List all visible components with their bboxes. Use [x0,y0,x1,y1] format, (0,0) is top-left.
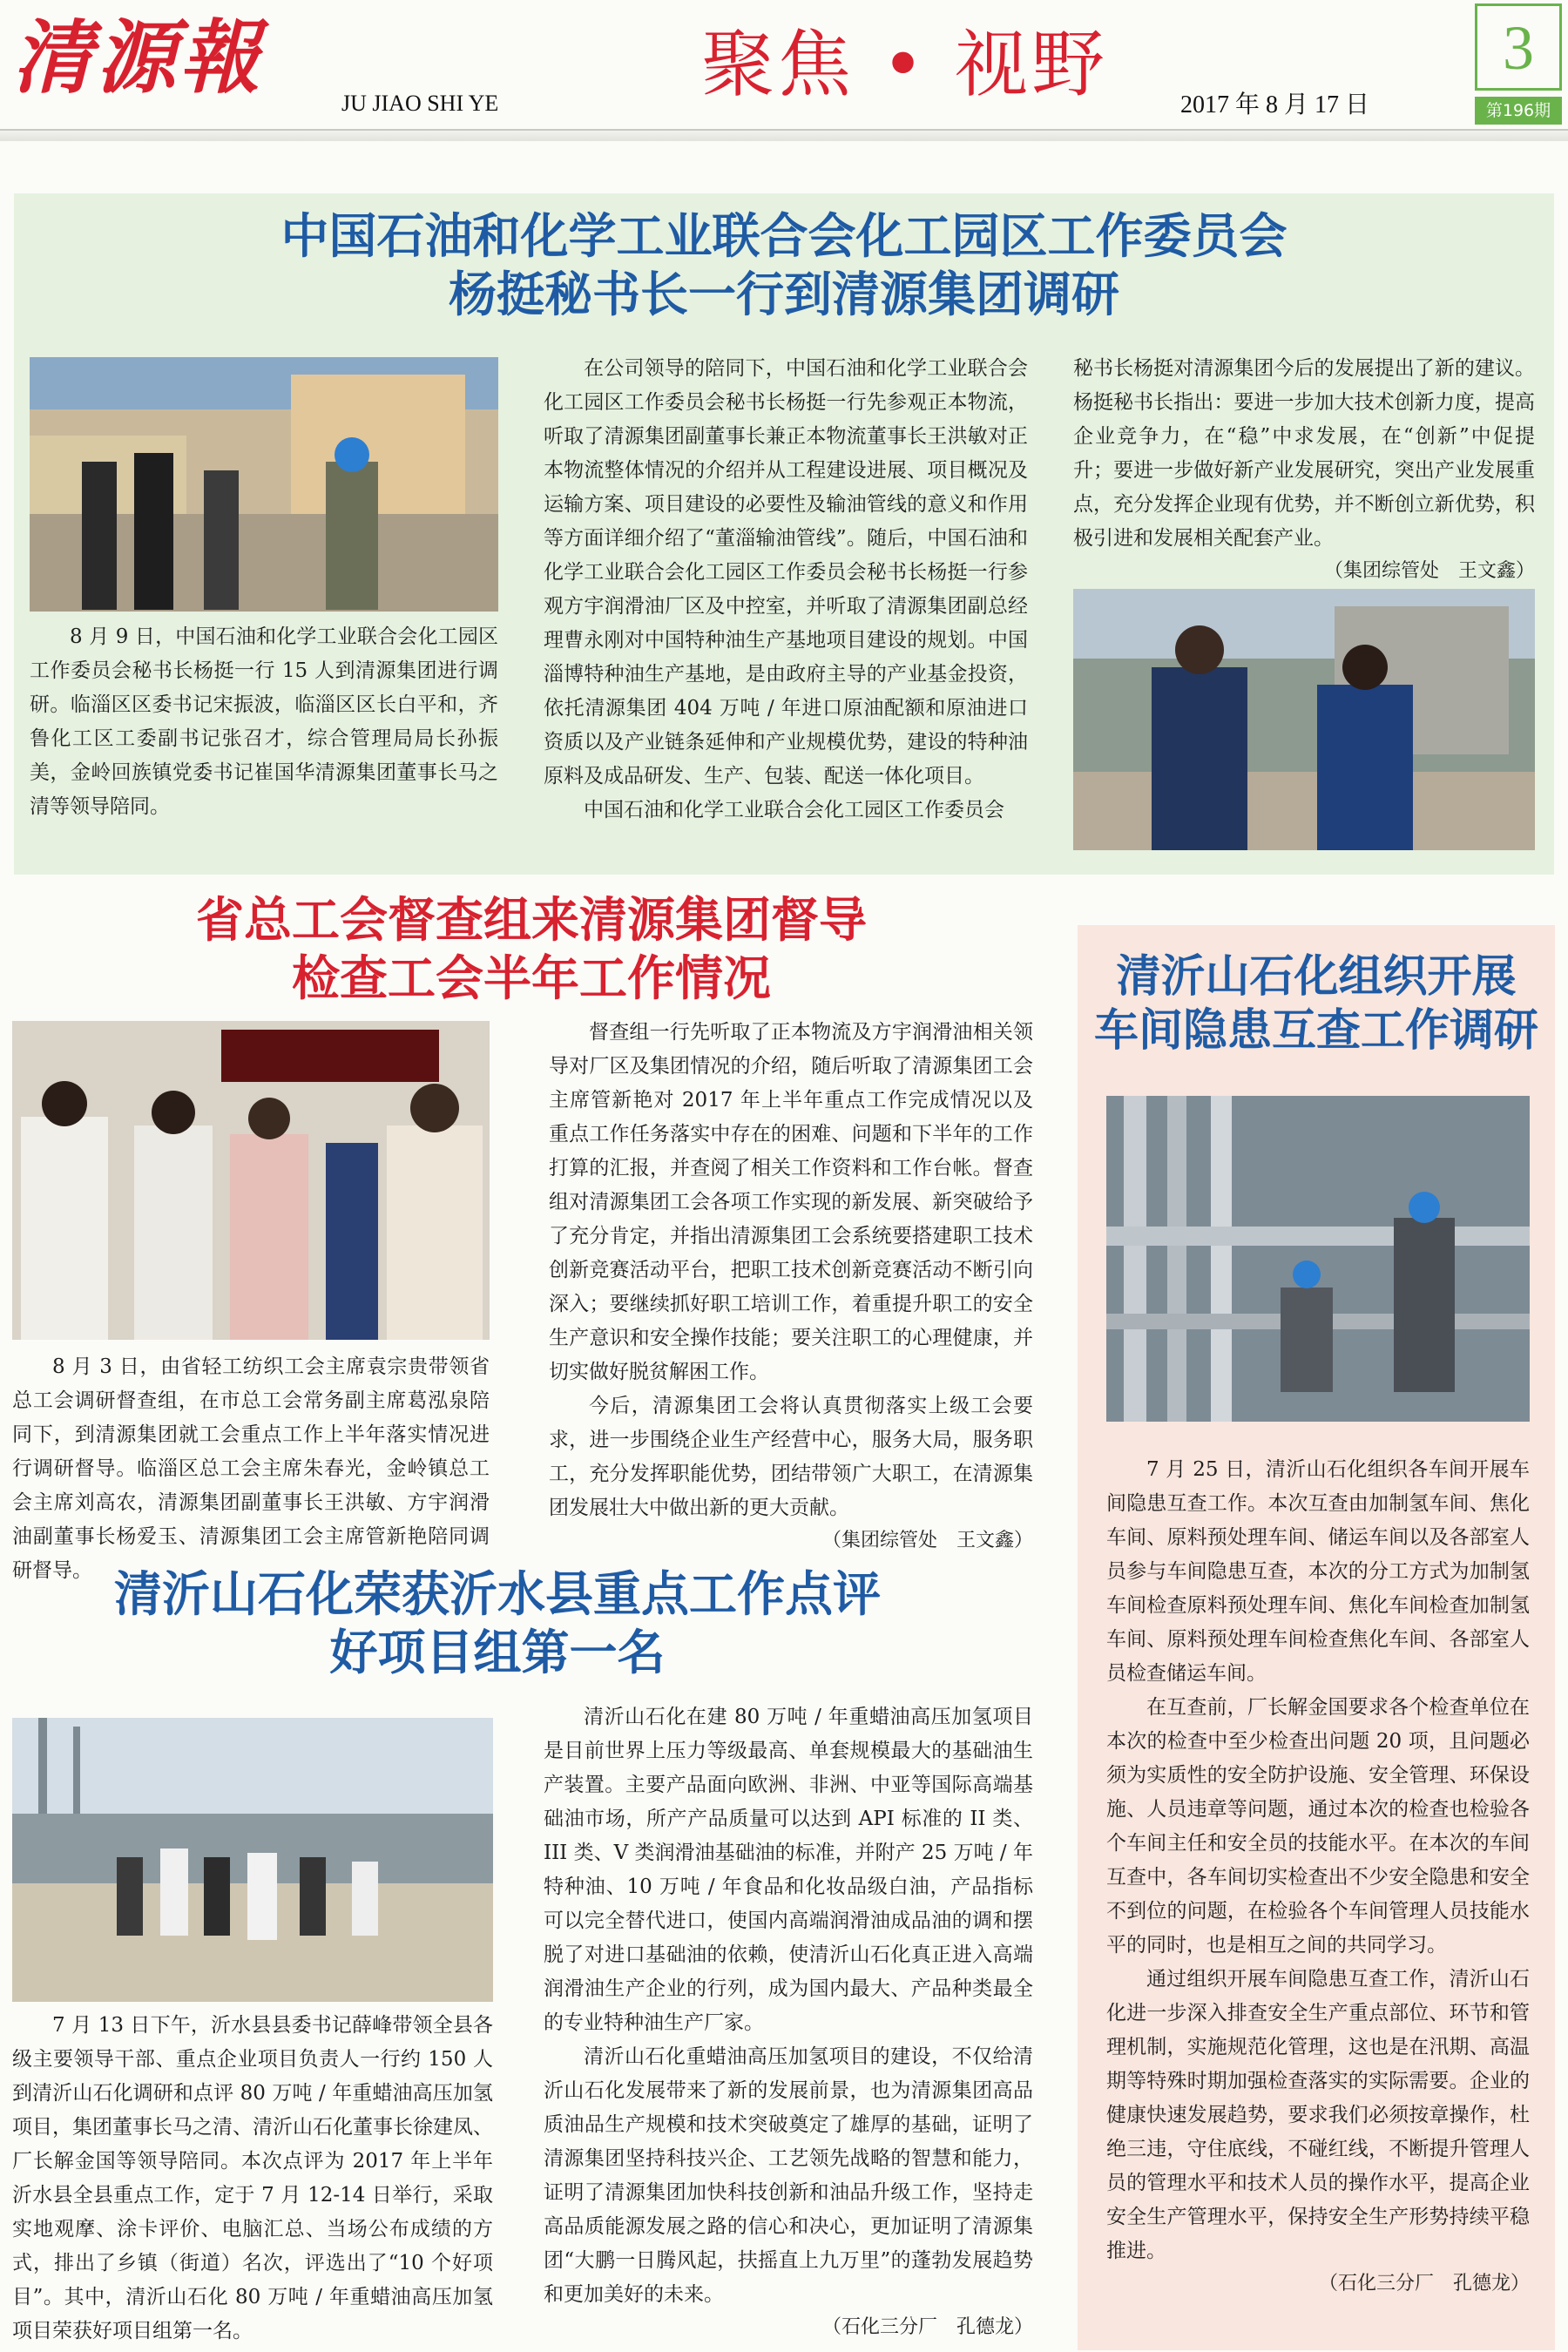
article1-photo-2 [1073,589,1535,850]
article3-body [544,1700,1033,2343]
article1-paragraph-3: 秘书长杨挺对清源集团今后的发展提出了新的建议。杨挺秘书长指出：要进一步加大技术创新力度，提高企业竞争力，在“稳”中求发展，在“创新”中促提升；要进一步做好新产业发展研究，突出产业发展重点，充分发挥企业现有优势，并不断创立新优势，积极引进和发展相关配套产业。 [1073,357,1535,550]
article1-headline [14,206,1554,323]
article4-photo [1106,1096,1530,1422]
page-number: 3 [1475,3,1562,91]
article1-headline-line1: 中国石油和化学工业联合会化工园区工作委员会 [280,207,1288,264]
article3-headline-line2: 好项目组第一名 [329,1624,666,1681]
article3-caption: 7 月 13 日下午，沂水县县委书记薛峰带领全县各级主要领导干部、重点企业项目负责人一行约 150 人到清沂山石化调研和点评 80 万吨 / 年重蜡油高压加氢项目，集团董事长马之清、清沂山石化董事长徐建凤、厂长解金国等领导陪同。本次点评为 2017 年上半年沂水县全县重点工作，定于 7 月 12-14 日举行，采取实地观摩、涂卡评价、电脑汇总、当场公布成绩的方式，排出了乡镇（街道）名次，评选出了“10 个好项目”。其中，清沂山石化 80 万吨 / 年重蜡油高压加氢项目荣获好项目组第一名。 [12,2014,493,2342]
section-pinyin: JU JIAO SHI YE [341,91,499,116]
article1-headline-line2: 杨挺秘书长一行到清源集团调研 [448,266,1119,323]
article4-headline-line1: 清沂山石化组织开展 [1116,950,1517,1003]
article1-paragraph-1: 在公司领导的陪同下，中国石油和化学工业联合会化工园区工作委员会秘书长杨挺一行先参观正本物流，听取了清源集团副董事长兼正本物流董事长王洪敏对正本物流整体情况的介绍并从工程建设进展、项目概况及运输方案、项目建设的必要性及输油管线的意义和作用等方面详细介绍了“董淄输油管线”。随后，中国石油和化学工业联合会化工园区工作委员会秘书长杨挺一行参观方宇润滑油厂区及中控室，并听取了清源集团副总经理曹永刚对中国特种油生产基地项目建设的规划。中国淄博特种油生产基地，是由政府主导的产业基金投资，依托清源集团 404 万吨 / 年进口原油配额和原油进口资质以及产业链条延伸和产业规模优势，建设的特种油原料及成品研发、生产、包装、配送一体化项目。 [544,357,1028,787]
article2-headline [14,890,1049,1007]
article4-paragraph-2: 通过组织开展车间隐患互查工作，清沂山石化进一步深入排查安全生产重点部位、环节和管理机制，实施规范化管理，这也是在汛期、高温期等特殊时期加强检查落实的实际需要。企业的健康快速发展趋势，要求我们必须按章操作，杜绝三违，守住底线，不碰红线，不断提升管理人员的管理水平和技术人员的操作水平，提高企业安全生产管理水平，保持安全生产形势持续平稳推进。 [1106,1968,1530,2262]
article1-paragraph-2: 中国石油和化学工业联合会化工园区工作委员会 [584,799,1004,821]
article4-paragraph-1: 在互查前，厂长解金国要求各个检查单位在本次的检查中至少检查出问题 20 项，且问题必须为实质性的安全防护设施、安全管理、环保设施、人员违章等问题，通过本次的检查也检验各个车间主任和安全员的技能水平。在本次的车间互查中，各车间切实检查出不少安全隐患和安全不到位的问题，在检验各个车间管理人员技能水平的同时，也是相互之间的共同学习。 [1106,1696,1530,1957]
article3-photo [12,1718,493,2002]
article2-headline-line1: 省总工会督查组来清源集团督导 [195,891,867,948]
article2-photo [12,1021,490,1340]
article3-byline: （石化三分厂 孔德龙） [821,2316,1033,2338]
article3-headline-line1: 清沂山石化荣获沂水县重点工作点评 [113,1565,881,1622]
article2-caption: 8 月 3 日，由省轻工纺织工会主席袁宗贵带领省总工会调研督查组，在市总工会常务副主席葛泓泉陪同下，到清源集团就工会重点工作上半年落实情况进行调研督导。临淄区总工会主席朱春光，金岭镇总工会主席刘高农，清源集团副董事长王洪敏、方宇润滑油副董事长杨爱玉、清源集团工会主席管新艳陪同调研督导。 [12,1355,490,1582]
article3-paragraph-1: 清沂山石化在建 80 万吨 / 年重蜡油高压加氢项目是目前世界上压力等级最高、单套规模最大的基础油生产装置。主要产品面向欧洲、非洲、中亚等国际高端基础油市场，所产产品质量可以达到 API 标准的 II 类、III 类、V 类润滑油基础油的标准，并附产 25 万吨 / 年特种油、10 万吨 / 年食品和化妆品级白油，产品指标可以完全替代进口，使国内高端润滑油成品油的调和摆脱了对进口基础油的依赖，使清沂山石化真正进入高端润滑油生产企业的行列，成为国内最大、产品种类最全的专业特种油生产厂家。 [544,1706,1033,2034]
article4-body [1106,1453,1530,2300]
masthead-rule [0,129,1568,141]
article1-byline: （集团综管处 王文鑫） [1323,560,1535,582]
article1-body-right [1073,352,1535,587]
article4-byline: （石化三分厂 孔德龙） [1318,2273,1530,2295]
article1-caption: 8 月 9 日，中国石油和化学工业联合会化工园区工作委员会秘书长杨挺一行 15 人到清源集团进行调研。临淄区区委书记宋振波，临淄区区长白平和，齐鲁化工区工委副书记张召才，综合管理局局长孙振美，金岭回族镇党委书记崔国华清源集团董事长马之清等领导陪同。 [30,625,498,818]
article2-paragraph-2: 今后，清源集团工会将认真贯彻落实上级工会要求，进一步围绕企业生产经营中心，服务大局，服务职工，充分发挥职能优势，团结带领广大职工，在清源集团发展壮大中做出新的更大贡献。 [549,1395,1033,1519]
article3-paragraph-2: 清沂山石化重蜡油高压加氢项目的建设，不仅给清沂山石化发展带来了新的发展前景，也为清源集团高品质油品生产规模和技术突破奠定了雄厚的基础，证明了清源集团坚持科技兴企、工艺领先战略的智慧和能力，证明了清源集团加快科技创新和油品升级工作，坚持走高品质能源发展之路的信心和决心，更加证明了清源集团“大鹏一日腾风起，扶摇直上九万里”的蓬勃发展趋势和更加美好的未来。 [544,2045,1033,2306]
article2-byline: （集团综管处 王文鑫） [821,1530,1033,1551]
article1-photo-1 [30,357,498,612]
issue-date: 2017 年 8 月 17 日 [1180,91,1370,118]
article3-headline [14,1565,981,1681]
issue-number: 第196期 [1475,97,1562,125]
article4-caption: 7 月 25 日，清沂山石化组织各车间开展车间隐患互查工作。本次互查由加制氢车间、焦化车间、原料预处理车间、储运车间以及各部室人员参与车间隐患互查，本次的分工方式为加制氢车间检查原料预处理车间、焦化车间检查加制氢车间、原料预处理车间检查焦化车间、各部室人员检查储运车间。 [1106,1458,1530,1685]
article2-headline-line2: 检查工会半年工作情况 [291,950,771,1007]
article2-body [549,1016,1033,1557]
article2-paragraph-1: 督查组一行先听取了正本物流及方宇润滑油相关领导对厂区及集团情况的介绍，随后听取了清源集团工会主席管新艳对 2017 年上半年重点工作完成情况以及重点工作任务落实中存在的困难、问题和下半年的工作打算的汇报，并查阅了相关工作资料和工作台帐。督查组对清源集团工会各项工作实现的新发展、新突破给予了充分肯定，并指出清源集团工会系统要搭建职工技术创新竞赛活动平台，把职工技术创新竞赛活动不断引向深入；要继续抓好职工培训工作，着重提升职工的安全生产意识和安全操作技能；要关注职工的心理健康，并切实做好脱贫解困工作。 [549,1021,1033,1383]
section-title: 聚焦 • 视野 [701,22,1108,107]
article4-headline-line2: 车间隐患互查工作调研 [1093,1004,1538,1058]
masthead-logo: 清源報 [12,10,264,105]
article4-headline [1078,950,1555,1058]
article1-body-left [544,352,1028,828]
